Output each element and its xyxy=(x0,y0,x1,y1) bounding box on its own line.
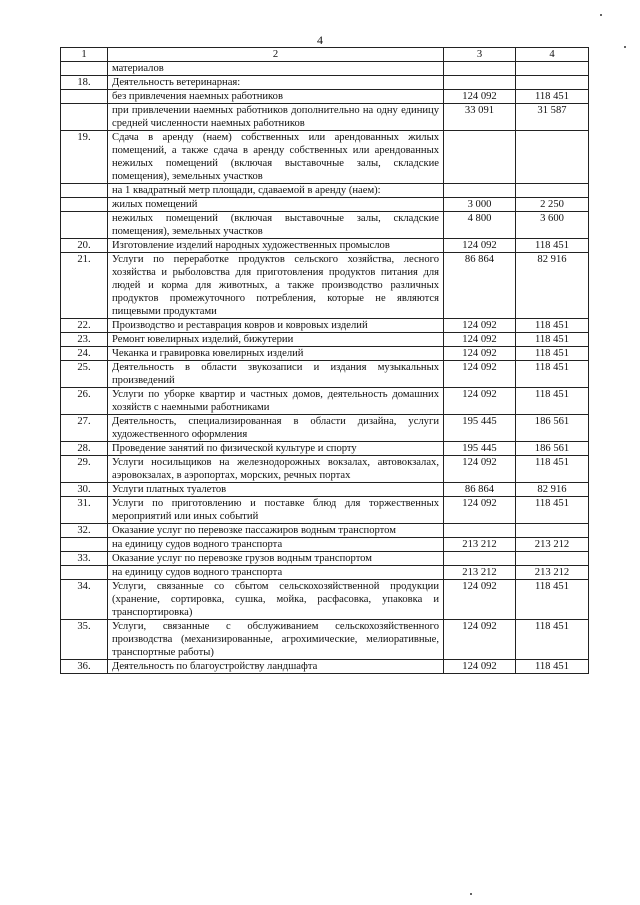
activity-description-cell: Деятельность в области звукозаписи и издания музыкальных произведений xyxy=(108,361,444,388)
table-header-row xyxy=(61,48,589,62)
value-col4-cell: 82 916 xyxy=(516,483,589,497)
row-number-cell: 19. xyxy=(61,131,108,184)
value-col3-cell: 124 092 xyxy=(444,347,516,361)
value-col4-cell: 118 451 xyxy=(516,319,589,333)
table-row xyxy=(61,333,589,347)
activity-description-cell: на единицу судов водного транспорта xyxy=(108,566,444,580)
table-row xyxy=(61,198,589,212)
table-row xyxy=(61,90,589,104)
value-col3-cell: 33 091 xyxy=(444,104,516,131)
row-number-cell: 24. xyxy=(61,347,108,361)
value-col3-cell: 124 092 xyxy=(444,580,516,620)
value-col3-cell: 86 864 xyxy=(444,253,516,319)
row-number-cell: 20. xyxy=(61,239,108,253)
value-col3-cell: 195 445 xyxy=(444,442,516,456)
value-col3-cell: 124 092 xyxy=(444,319,516,333)
value-col4-cell: 213 212 xyxy=(516,566,589,580)
table-row xyxy=(61,566,589,580)
row-number-cell: 18. xyxy=(61,76,108,90)
value-col3-cell: 86 864 xyxy=(444,483,516,497)
activity-description-cell: нежилых помещений (включая выставочные залы, складские помещения), земельных участков xyxy=(108,212,444,239)
value-col3-cell: 195 445 xyxy=(444,415,516,442)
table-row xyxy=(61,131,589,184)
value-col4-cell: 186 561 xyxy=(516,415,589,442)
page-number: 4 xyxy=(317,33,323,47)
activity-description-cell: материалов xyxy=(108,62,444,76)
value-col3-cell: 124 092 xyxy=(444,361,516,388)
activity-description-cell: Услуги, связанные со сбытом сельскохозяйственной продукции (хранение, сортировка, сушка, мойка, расфасовка, упаковка и транспортировка) xyxy=(108,580,444,620)
value-col3-cell: 213 212 xyxy=(444,566,516,580)
activity-description-cell: Услуги носильщиков на железнодорожных вокзалах, автовокзалах, аэровокзалах, в аэропортах, морских, речных портах xyxy=(108,456,444,483)
header-cell: 1 xyxy=(61,48,108,62)
activity-description-cell: на 1 квадратный метр площади, сдаваемой в аренду (наем): xyxy=(108,184,444,198)
table-row xyxy=(61,552,589,566)
activity-description-cell: Оказание услуг по перевозке пассажиров водным транспортом xyxy=(108,524,444,538)
value-col4-cell xyxy=(516,552,589,566)
row-number-cell: 32. xyxy=(61,524,108,538)
value-col3-cell xyxy=(444,552,516,566)
value-col4-cell: 118 451 xyxy=(516,347,589,361)
table-row xyxy=(61,253,589,319)
row-number-cell: 22. xyxy=(61,319,108,333)
activity-description-cell: Производство и реставрация ковров и ковровых изделий xyxy=(108,319,444,333)
row-number-cell: 30. xyxy=(61,483,108,497)
value-col4-cell: 118 451 xyxy=(516,90,589,104)
activity-description-cell: жилых помещений xyxy=(108,198,444,212)
value-col3-cell: 4 800 xyxy=(444,212,516,239)
table-row xyxy=(61,212,589,239)
value-col4-cell: 118 451 xyxy=(516,333,589,347)
value-col4-cell: 118 451 xyxy=(516,456,589,483)
value-col4-cell: 213 212 xyxy=(516,538,589,552)
value-col4-cell: 118 451 xyxy=(516,361,589,388)
activity-description-cell: Деятельность ветеринарная: xyxy=(108,76,444,90)
header-cell: 3 xyxy=(444,48,516,62)
activity-description-cell: Услуги, связанные с обслуживанием сельскохозяйственного производства (механизированные, агрохимические, мелиоративные, транспортные работы) xyxy=(108,620,444,660)
row-number-cell: 28. xyxy=(61,442,108,456)
table-row xyxy=(61,483,589,497)
row-number-cell xyxy=(61,198,108,212)
scan-speck xyxy=(600,14,602,16)
activity-description-cell: Ремонт ювелирных изделий, бижутерии xyxy=(108,333,444,347)
table-row xyxy=(61,388,589,415)
value-col4-cell: 118 451 xyxy=(516,239,589,253)
row-number-cell: 23. xyxy=(61,333,108,347)
activity-description-cell: Проведение занятий по физической культуре и спорту xyxy=(108,442,444,456)
table-row xyxy=(61,580,589,620)
value-col3-cell: 124 092 xyxy=(444,620,516,660)
table-row xyxy=(61,442,589,456)
activity-description-cell: Чеканка и гравировка ювелирных изделий xyxy=(108,347,444,361)
activity-description-cell: Оказание услуг по перевозке грузов водным транспортом xyxy=(108,552,444,566)
header-cell: 2 xyxy=(108,48,444,62)
row-number-cell xyxy=(61,90,108,104)
value-col4-cell: 31 587 xyxy=(516,104,589,131)
value-col3-cell: 124 092 xyxy=(444,660,516,674)
value-col4-cell xyxy=(516,184,589,198)
table-row xyxy=(61,415,589,442)
row-number-cell: 34. xyxy=(61,580,108,620)
value-col3-cell xyxy=(444,131,516,184)
table-row xyxy=(61,497,589,524)
row-number-cell xyxy=(61,212,108,239)
value-col4-cell xyxy=(516,524,589,538)
table-row xyxy=(61,538,589,552)
value-col3-cell: 124 092 xyxy=(444,456,516,483)
table-row xyxy=(61,347,589,361)
row-number-cell xyxy=(61,184,108,198)
value-col3-cell: 124 092 xyxy=(444,239,516,253)
activity-description-cell: Услуги по уборке квартир и частных домов, деятельность домашних хозяйств с наемными работниками xyxy=(108,388,444,415)
row-number-cell: 36. xyxy=(61,660,108,674)
value-col4-cell: 186 561 xyxy=(516,442,589,456)
value-col4-cell: 82 916 xyxy=(516,253,589,319)
value-col4-cell: 118 451 xyxy=(516,580,589,620)
tax-rate-table xyxy=(60,47,589,674)
value-col3-cell: 124 092 xyxy=(444,333,516,347)
table-row xyxy=(61,361,589,388)
value-col3-cell: 124 092 xyxy=(444,388,516,415)
row-number-cell: 21. xyxy=(61,253,108,319)
value-col3-cell: 3 000 xyxy=(444,198,516,212)
table-row xyxy=(61,319,589,333)
row-number-cell xyxy=(61,538,108,552)
activity-description-cell: Сдача в аренду (наем) собственных или арендованных жилых помещений, а также сдача в аренду собственных или арендованных нежилых помещений (включая выставочные залы, складские помещения), земельных участков xyxy=(108,131,444,184)
table-row xyxy=(61,62,589,76)
table-row xyxy=(61,620,589,660)
table-row xyxy=(61,184,589,198)
activity-description-cell: Деятельность по благоустройству ландшафта xyxy=(108,660,444,674)
value-col4-cell xyxy=(516,131,589,184)
row-number-cell: 25. xyxy=(61,361,108,388)
row-number-cell xyxy=(61,62,108,76)
value-col4-cell xyxy=(516,76,589,90)
row-number-cell: 26. xyxy=(61,388,108,415)
row-number-cell: 31. xyxy=(61,497,108,524)
value-col4-cell xyxy=(516,62,589,76)
activity-description-cell: Услуги по приготовлению и поставке блюд для торжественных мероприятий или иных событий xyxy=(108,497,444,524)
value-col3-cell xyxy=(444,524,516,538)
table-row xyxy=(61,76,589,90)
value-col3-cell xyxy=(444,62,516,76)
activity-description-cell: Услуги по переработке продуктов сельского хозяйства, лесного хозяйства и рыболовства для приготовления продуктов питания для людей и корма для животных, а также производство различных продуктов промежуточного потребления, которые не являются пищевыми продуктами xyxy=(108,253,444,319)
value-col4-cell: 118 451 xyxy=(516,497,589,524)
activity-description-cell: при привлечении наемных работников дополнительно на одну единицу средней численности наемных работников xyxy=(108,104,444,131)
value-col4-cell: 118 451 xyxy=(516,620,589,660)
table-row xyxy=(61,104,589,131)
value-col4-cell: 118 451 xyxy=(516,388,589,415)
activity-description-cell: без привлечения наемных работников xyxy=(108,90,444,104)
activity-description-cell: на единицу судов водного транспорта xyxy=(108,538,444,552)
table-row xyxy=(61,456,589,483)
table-row xyxy=(61,524,589,538)
value-col3-cell: 213 212 xyxy=(444,538,516,552)
header-cell: 4 xyxy=(516,48,589,62)
activity-description-cell: Изготовление изделий народных художественных промыслов xyxy=(108,239,444,253)
row-number-cell: 35. xyxy=(61,620,108,660)
value-col3-cell: 124 092 xyxy=(444,90,516,104)
value-col4-cell: 3 600 xyxy=(516,212,589,239)
value-col4-cell: 2 250 xyxy=(516,198,589,212)
activity-description-cell: Деятельность, специализированная в области дизайна, услуги художественного оформления xyxy=(108,415,444,442)
activity-description-cell: Услуги платных туалетов xyxy=(108,483,444,497)
row-number-cell: 33. xyxy=(61,552,108,566)
scan-speck xyxy=(470,893,472,895)
row-number-cell xyxy=(61,104,108,131)
value-col4-cell: 118 451 xyxy=(516,660,589,674)
value-col3-cell: 124 092 xyxy=(444,497,516,524)
table-row xyxy=(61,239,589,253)
row-number-cell: 29. xyxy=(61,456,108,483)
table-row xyxy=(61,660,589,674)
value-col3-cell xyxy=(444,184,516,198)
scan-speck xyxy=(624,46,626,48)
value-col3-cell xyxy=(444,76,516,90)
row-number-cell xyxy=(61,566,108,580)
row-number-cell: 27. xyxy=(61,415,108,442)
